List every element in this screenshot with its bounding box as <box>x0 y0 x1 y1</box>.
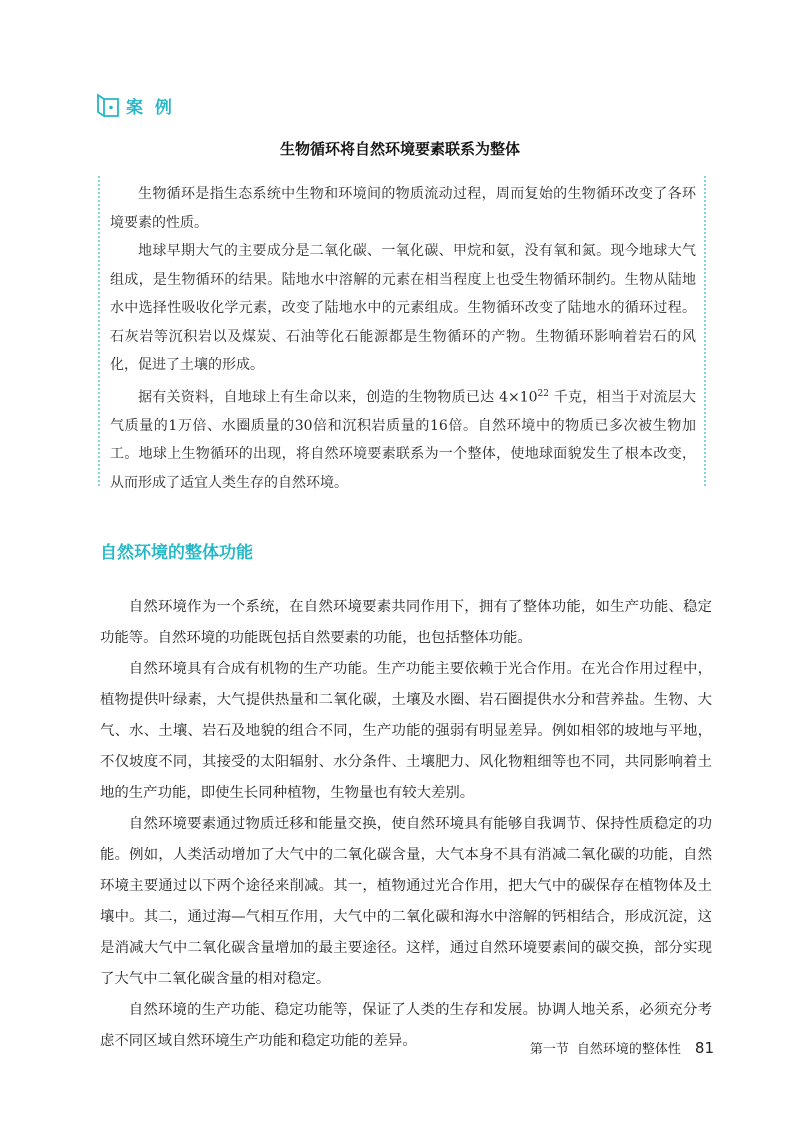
case-paragraph: 地球早期大气的主要成分是二氧化碳、一氧化碳、甲烷和氨，没有氧和氮。现今地球大气组成，是生物循环的结果。陆地水中溶解的元素在相当程度上也受生物循环制约。生物从陆地水中选择性吸收化学元素，改变了陆地水中的元素组成。生物循环改变了陆地水的循环过程。石灰岩等沉积岩以及煤炭、石油等化石能源都是生物循环的产物。生物循环影响着岩石的风化，促进了土壤的形成。 <box>110 243 696 373</box>
body-paragraph: 自然环境具有合成有机物的生产功能。生产功能主要依赖于光合作用。在光合作用过程中，植物提供叶绿素，大气提供热量和二氧化碳，土壤及水圈、岩石圈提供水分和营养盐。生物、大气、水、土壤、岩石及地貌的组合不同，生产功能的强弱有明显差异。例如相邻的坡地与平地，不仅坡度不同，其接受的太阳辐射、水分条件、土壤肥力、风化物粗细等也不同，共同影响着土地的生产功能，即使生长同种植物，生物量也有较大差别。 <box>100 661 712 801</box>
case-text-after-sup: 千克，相当于对流层大气质量的1万倍、水圈质量的30倍和沉积岩质量的16倍。自然环境中的物质已多次被生物加工。地球上生物循环的出现，将自然环境要素联系为一个整体，使地球面貌发生了根本改变，从而形成了适宜人类生存的自然环境。 <box>110 389 697 491</box>
case-exponent: 22 <box>537 388 549 399</box>
case-box <box>98 176 706 491</box>
case-title: 生物循环将自然环境要素联系为整体 <box>279 140 520 158</box>
body-paragraph: 自然环境要素通过物质迁移和能量交换，使自然环境具有能够自我调节、保持性质稳定的功能。例如，人类活动增加了大气中的二氧化碳含量，大气本身不具有消减二氧化碳的功能，自然环境主要通过以下两个途径来削减。其一，植物通过光合作用，把大气中的碳保存在植物体及土壤中。其二，通过海—气相互作用，大气中的二氧化碳和海水中溶解的钙相结合，形成沉淀，这是消减大气中二氧化碳含量增加的最主要途径。这样，通过自然环境要素间的碳交换，部分实现了大气中二氧化碳含量的相对稳定。 <box>100 816 712 987</box>
footer-chapter: 第一节 <box>529 1042 569 1057</box>
case-paragraph: 生物循环是指生态系统中生物和环境间的物质流动过程，周而复始的生物循环改变了各环境要素的性质。 <box>110 186 696 231</box>
body-text <box>100 592 712 1057</box>
body-paragraph: 自然环境作为一个系统，在自然环境要素共同作用下，拥有了整体功能，如生产功能、稳定功能等。自然环境的功能既包括自然要素的功能，也包括整体功能。 <box>100 599 712 646</box>
case-paragraph <box>110 380 696 498</box>
section-heading: 自然环境的整体功能 <box>100 543 253 563</box>
footer-title: 自然环境的整体性 <box>576 1042 681 1057</box>
page-number: 81 <box>694 1039 714 1057</box>
book-icon <box>96 92 120 118</box>
body-paragraph: 自然环境的生产功能、稳定功能等，保证了人类的生存和发展。协调人地关系，必须充分考虑不同区域自然环境生产功能和稳定功能的差异。 <box>100 1002 712 1049</box>
page-footer <box>510 1038 714 1057</box>
case-label: 案 例 <box>126 97 175 118</box>
case-text-before-sup: 据有关资料，自地球上有生命以来，创造的生物物质已达 4×10 <box>138 389 538 406</box>
case-header <box>96 90 175 120</box>
